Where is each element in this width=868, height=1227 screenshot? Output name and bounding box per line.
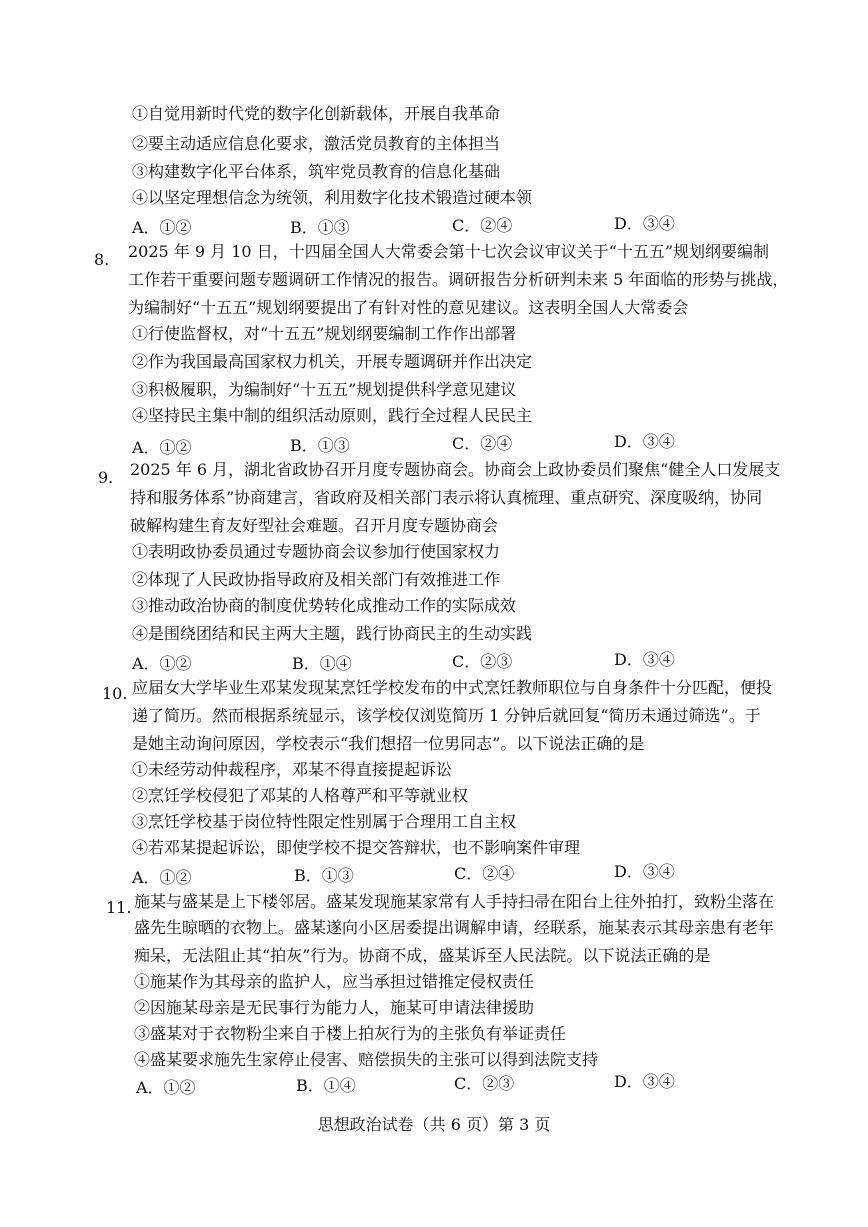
option-1: ①未经劳动仲裁程序，邓某不得直接提起诉讼 <box>132 760 453 779</box>
question-stem-line: 应届女大学毕业生邓某发现某烹饪学校发布的中式烹饪教师职位与自身条件十分匹配，便投 <box>132 678 773 697</box>
question-stem-line: 递了简历。然而根据系统显示，该学校仅浏览简历 1 分钟后就回复“简历未通过筛选”。于 <box>132 706 761 725</box>
answer-a: A．①② <box>132 868 192 887</box>
question-stem-line: 痴呆，无法阻止其“拍灰”行为。协商不成，盛某诉至人民法院。以下说法正确的是 <box>134 946 711 965</box>
option-1: ①表明政协委员通过专题协商会议参加行使国家权力 <box>132 542 501 561</box>
option-2: ②因施某母亲是无民事行为能力人，施某可申请法律援助 <box>134 998 535 1017</box>
option-4: ④以坚定理想信念为统领，利用数字化技术锻造过硬本领 <box>132 188 533 207</box>
question-stem-line: 2025 年 6 月，湖北省政协召开月度专题协商会。协商会上政协委员们聚焦“健全人口发展支 <box>130 460 781 479</box>
answer-d: D．③④ <box>614 1072 675 1091</box>
answer-c: C．②④ <box>454 864 515 883</box>
question-number: 10. <box>102 684 128 703</box>
answer-c: C．②③ <box>454 1074 515 1093</box>
page-footer: 思想政治试卷（共 6 页）第 3 页 <box>317 1115 551 1134</box>
answer-d: D．③④ <box>614 650 675 669</box>
answer-b: B．①④ <box>296 1076 356 1095</box>
question-stem-line: 为编制好“十五五”规划纲要提出了有针对性的意见建议。这表明全国人大常委会 <box>128 298 689 317</box>
answer-d: D．③④ <box>614 214 675 233</box>
option-4: ④坚持民主集中制的组织活动原则，践行全过程人民民主 <box>132 406 533 425</box>
question-number: 9. <box>98 468 114 487</box>
answer-a: A．①② <box>132 438 192 457</box>
option-2: ②体现了人民政协指导政府及相关部门有效推进工作 <box>132 570 501 589</box>
option-4: ④是围绕团结和民主两大主题，践行协商民主的生动实践 <box>132 624 533 643</box>
answer-a: A．①② <box>136 1078 196 1097</box>
option-1: ①自觉用新时代党的数字化创新载体，开展自我革命 <box>132 104 501 123</box>
option-1: ①行使监督权，对“十五五”规划纲要编制工作作出部署 <box>132 324 517 343</box>
answer-d: D．③④ <box>614 862 675 881</box>
answer-b: B．①③ <box>290 218 350 237</box>
option-2: ②作为我国最高国家权力机关，开展专题调研并作出决定 <box>132 352 533 371</box>
answer-b: B．①③ <box>294 866 354 885</box>
question-number: 8. <box>94 250 110 269</box>
question-stem-line: 是她主动询问原因，学校表示“我们想招一位男同志”。以下说法正确的是 <box>132 734 645 753</box>
answer-b: B．①③ <box>290 436 350 455</box>
option-3: ③推动政治协商的制度优势转化成推动工作的实际成效 <box>132 596 517 615</box>
answer-a: A．①② <box>132 654 192 673</box>
question-stem-line: 持和服务体系”协商建言，省政府及相关部门表示将认真梳理、重点研究、深度吸纳，协同 <box>130 488 763 507</box>
question-stem-line: 2025 年 9 月 10 日，十四届全国人大常委会第十七次会议审议关于“十五五”规划纲要编制 <box>128 242 770 261</box>
option-2: ②烹饪学校侵犯了邓某的人格尊严和平等就业权 <box>132 786 469 805</box>
answer-c: C．②④ <box>452 216 513 235</box>
question-stem-line: 工作若干重要问题专题调研工作情况的报告。调研报告分析研判未来 5 年面临的形势与挑战， <box>128 270 789 289</box>
option-2: ②要主动适应信息化要求，激活党员教育的主体担当 <box>132 134 501 153</box>
question-stem-line: 盛先生晾晒的衣物上。盛某遂向小区居委提出调解申请，经联系，施某表示其母亲患有老年 <box>134 918 775 937</box>
answer-d: D．③④ <box>614 432 675 451</box>
option-1: ①施某作为其母亲的监护人，应当承担过错推定侵权责任 <box>134 972 535 991</box>
question-stem-line: 破解构建生育友好型社会难题。召开月度专题协商会 <box>130 516 499 535</box>
option-3: ③构建数字化平台体系，筑牢党员教育的信息化基础 <box>132 162 501 181</box>
option-4: ④盛某要求施先生家停止侵害、赔偿损失的主张可以得到法院支持 <box>134 1050 599 1069</box>
answer-b: B．①④ <box>292 654 352 673</box>
option-4: ④若邓某提起诉讼，即使学校不提交答辩状，也不影响案件审理 <box>132 838 581 857</box>
option-3: ③积极履职，为编制好“十五五”规划提供科学意见建议 <box>132 380 517 399</box>
question-stem-line: 施某与盛某是上下楼邻居。盛某发现施某家常有人手持扫帚在阳台上往外拍打，致粉尘落在 <box>134 892 775 911</box>
answer-c: C．②④ <box>452 434 513 453</box>
question-number: 11. <box>106 898 132 917</box>
option-3: ③烹饪学校基于岗位特性限定性别属于合理用工自主权 <box>132 812 517 831</box>
answer-c: C．②③ <box>452 652 513 671</box>
option-3: ③盛某对于衣物粉尘来自于楼上拍灰行为的主张负有举证责任 <box>134 1024 567 1043</box>
answer-a: A．①② <box>132 218 192 237</box>
